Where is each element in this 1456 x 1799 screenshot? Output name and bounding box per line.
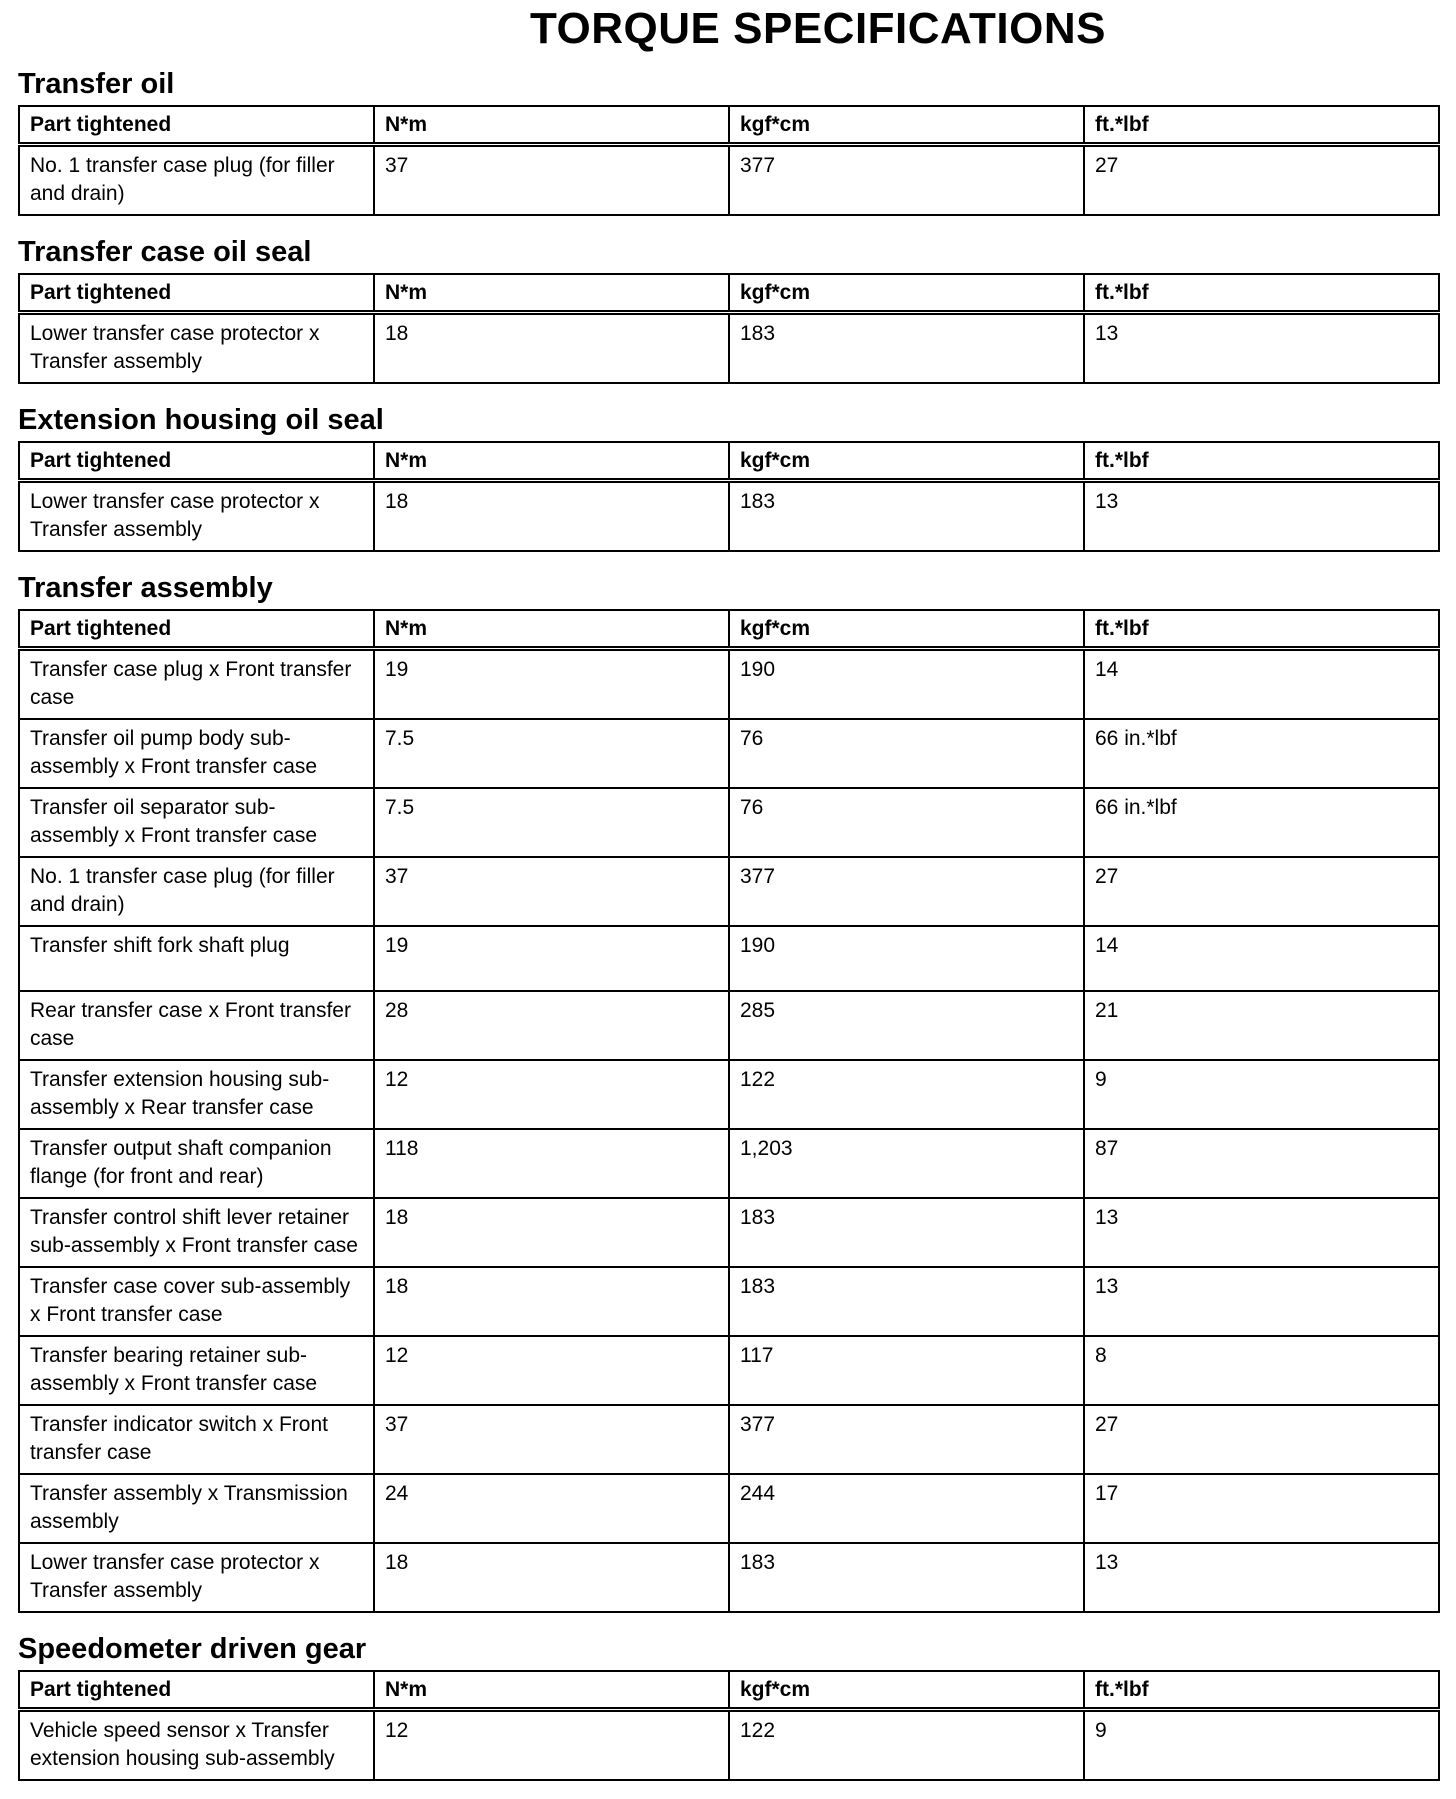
torque-table: [18, 609, 1440, 1613]
table-row: [19, 1267, 1439, 1336]
table-row: [19, 145, 1439, 216]
part-cell: Transfer oil separator sub-assembly x Front transfer case: [19, 788, 374, 857]
value-cell: 12: [374, 1710, 729, 1781]
value-cell: 18: [374, 481, 729, 552]
part-cell: Vehicle speed sensor x Transfer extension housing sub-assembly: [19, 1710, 374, 1781]
torque-table: [18, 105, 1440, 216]
column-header: N*m: [374, 274, 729, 313]
value-cell: 7.5: [374, 788, 729, 857]
value-cell: 27: [1084, 857, 1439, 926]
table-header-row: [19, 274, 1439, 313]
value-cell: 9: [1084, 1060, 1439, 1129]
table-row: [19, 719, 1439, 788]
part-cell: Lower transfer case protector x Transfer assembly: [19, 481, 374, 552]
value-cell: 117: [729, 1336, 1084, 1405]
torque-table: [18, 441, 1440, 552]
torque-table: [18, 1670, 1440, 1781]
spec-section: [18, 1631, 1438, 1781]
table-row: [19, 1060, 1439, 1129]
column-header: kgf*cm: [729, 1671, 1084, 1710]
value-cell: 19: [374, 649, 729, 720]
spec-section: [18, 570, 1438, 1613]
value-cell: 122: [729, 1060, 1084, 1129]
spec-section: [18, 66, 1438, 216]
part-cell: Transfer oil pump body sub-assembly x Front transfer case: [19, 719, 374, 788]
torque-table: [18, 273, 1440, 384]
part-cell: Transfer control shift lever retainer sub-assembly x Front transfer case: [19, 1198, 374, 1267]
part-cell: Transfer case cover sub-assembly x Front transfer case: [19, 1267, 374, 1336]
value-cell: 9: [1084, 1710, 1439, 1781]
spec-section: [18, 234, 1438, 384]
section-heading: Transfer oil: [18, 68, 175, 100]
value-cell: 27: [1084, 1405, 1439, 1474]
part-cell: No. 1 transfer case plug (for filler and drain): [19, 857, 374, 926]
column-header: ft.*lbf: [1084, 274, 1439, 313]
value-cell: 12: [374, 1336, 729, 1405]
table-header-row: [19, 442, 1439, 481]
value-cell: 244: [729, 1474, 1084, 1543]
value-cell: 19: [374, 926, 729, 991]
value-cell: 377: [729, 145, 1084, 216]
table-row: [19, 788, 1439, 857]
table-header-row: [19, 1671, 1439, 1710]
column-header: Part tightened: [19, 610, 374, 649]
value-cell: 183: [729, 481, 1084, 552]
table-row: [19, 1336, 1439, 1405]
part-cell: Lower transfer case protector x Transfer assembly: [19, 313, 374, 384]
value-cell: 14: [1084, 649, 1439, 720]
column-header: ft.*lbf: [1084, 106, 1439, 145]
table-row: [19, 1198, 1439, 1267]
table-row: [19, 1405, 1439, 1474]
column-header: Part tightened: [19, 1671, 374, 1710]
spec-sections: [18, 66, 1438, 1799]
section-heading: Extension housing oil seal: [18, 404, 384, 436]
value-cell: 17: [1084, 1474, 1439, 1543]
value-cell: 14: [1084, 926, 1439, 991]
value-cell: 66 in.*lbf: [1084, 788, 1439, 857]
section-heading: Transfer case oil seal: [18, 236, 312, 268]
value-cell: 27: [1084, 145, 1439, 216]
value-cell: 12: [374, 1060, 729, 1129]
value-cell: 13: [1084, 313, 1439, 384]
table-row: [19, 481, 1439, 552]
value-cell: 183: [729, 1267, 1084, 1336]
column-header: N*m: [374, 1671, 729, 1710]
value-cell: 37: [374, 145, 729, 216]
value-cell: 183: [729, 1543, 1084, 1612]
part-cell: Transfer output shaft companion flange (for front and rear): [19, 1129, 374, 1198]
table-header-row: [19, 610, 1439, 649]
value-cell: 7.5: [374, 719, 729, 788]
value-cell: 8: [1084, 1336, 1439, 1405]
table-row: [19, 857, 1439, 926]
column-header: Part tightened: [19, 442, 374, 481]
value-cell: 122: [729, 1710, 1084, 1781]
part-cell: Rear transfer case x Front transfer case: [19, 991, 374, 1060]
column-header: kgf*cm: [729, 274, 1084, 313]
value-cell: 118: [374, 1129, 729, 1198]
value-cell: 377: [729, 1405, 1084, 1474]
column-header: N*m: [374, 442, 729, 481]
column-header: kgf*cm: [729, 610, 1084, 649]
part-cell: Transfer assembly x Transmission assembly: [19, 1474, 374, 1543]
value-cell: 28: [374, 991, 729, 1060]
value-cell: 37: [374, 1405, 729, 1474]
value-cell: 13: [1084, 1198, 1439, 1267]
part-cell: Transfer indicator switch x Front transfer case: [19, 1405, 374, 1474]
table-row: [19, 1129, 1439, 1198]
value-cell: 37: [374, 857, 729, 926]
value-cell: 18: [374, 313, 729, 384]
value-cell: 18: [374, 1543, 729, 1612]
value-cell: 183: [729, 1198, 1084, 1267]
value-cell: 190: [729, 649, 1084, 720]
column-header: N*m: [374, 610, 729, 649]
table-row: [19, 991, 1439, 1060]
table-row: [19, 1474, 1439, 1543]
column-header: N*m: [374, 106, 729, 145]
section-heading: Transfer assembly: [18, 572, 273, 604]
column-header: kgf*cm: [729, 442, 1084, 481]
value-cell: 21: [1084, 991, 1439, 1060]
column-header: kgf*cm: [729, 106, 1084, 145]
table-row: [19, 313, 1439, 384]
value-cell: 76: [729, 788, 1084, 857]
value-cell: 1,203: [729, 1129, 1084, 1198]
value-cell: 190: [729, 926, 1084, 991]
value-cell: 87: [1084, 1129, 1439, 1198]
value-cell: 24: [374, 1474, 729, 1543]
section-heading: Speedometer driven gear: [18, 1633, 367, 1665]
part-cell: Transfer shift fork shaft plug: [19, 926, 374, 991]
value-cell: 18: [374, 1267, 729, 1336]
table-row: [19, 649, 1439, 720]
part-cell: Lower transfer case protector x Transfer assembly: [19, 1543, 374, 1612]
value-cell: 76: [729, 719, 1084, 788]
part-cell: Transfer bearing retainer sub-assembly x Front transfer case: [19, 1336, 374, 1405]
column-header: ft.*lbf: [1084, 1671, 1439, 1710]
column-header: Part tightened: [19, 106, 374, 145]
column-header: Part tightened: [19, 274, 374, 313]
value-cell: 13: [1084, 1267, 1439, 1336]
value-cell: 183: [729, 313, 1084, 384]
table-row: [19, 1543, 1439, 1612]
value-cell: 66 in.*lbf: [1084, 719, 1439, 788]
spec-section: [18, 402, 1438, 552]
column-header: ft.*lbf: [1084, 610, 1439, 649]
value-cell: 285: [729, 991, 1084, 1060]
table-row: [19, 926, 1439, 991]
table-header-row: [19, 106, 1439, 145]
part-cell: Transfer extension housing sub-assembly x Rear transfer case: [19, 1060, 374, 1129]
column-header: ft.*lbf: [1084, 442, 1439, 481]
value-cell: 13: [1084, 1543, 1439, 1612]
page-title: TORQUE SPECIFICATIONS: [529, 4, 1107, 53]
value-cell: 13: [1084, 481, 1439, 552]
part-cell: Transfer case plug x Front transfer case: [19, 649, 374, 720]
table-row: [19, 1710, 1439, 1781]
part-cell: No. 1 transfer case plug (for filler and drain): [19, 145, 374, 216]
value-cell: 377: [729, 857, 1084, 926]
value-cell: 18: [374, 1198, 729, 1267]
